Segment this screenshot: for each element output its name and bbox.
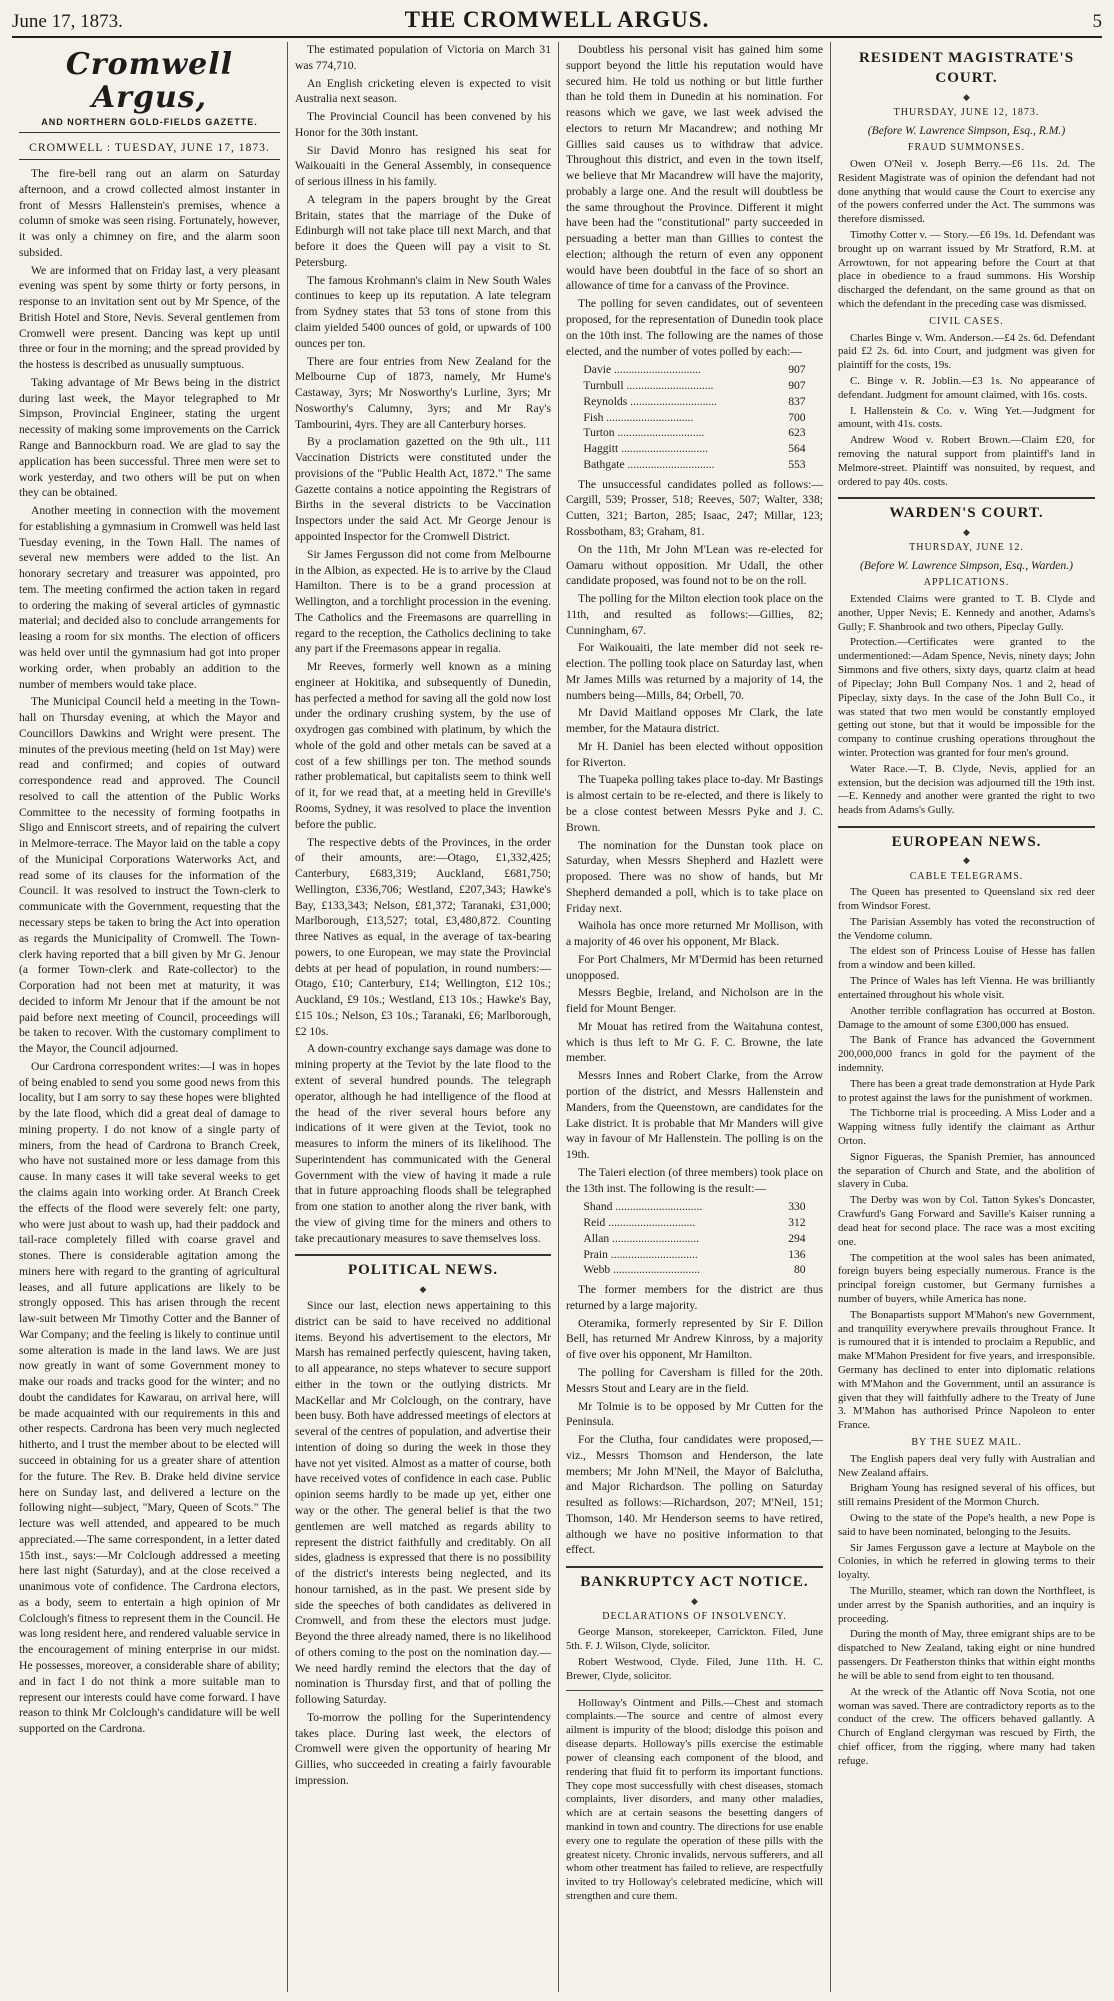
vote-count: 837 xyxy=(788,394,806,408)
masthead-dateline: CROMWELL : TUESDAY, JUNE 17, 1873. xyxy=(19,137,280,160)
bankruptcy-subheading: DECLARATIONS OF INSOLVENCY. xyxy=(602,1610,787,1622)
article-paragraph: The polling for the Milton election took place on the 11th, and resulted as follows:—Gillies, 82; Cunningham, 67. xyxy=(566,592,823,637)
vote-count: 312 xyxy=(788,1216,806,1230)
article-paragraph: Mr Mouat has retired from the Waitahuna contest, which is thus left to Mr G. F. C. Browne, the late member. xyxy=(566,1019,823,1065)
column-1 xyxy=(12,42,288,1992)
ornament-diamond: ◆ xyxy=(963,855,970,866)
poll-row xyxy=(581,1215,807,1231)
article-paragraph: An English cricketing eleven is expected to visit Australia next season. xyxy=(295,76,551,106)
page-header xyxy=(12,7,1102,38)
vote-count: 136 xyxy=(788,1247,806,1261)
wardens-court-date: THURSDAY, JUNE 12. xyxy=(909,542,1024,554)
candidate-name: Prain .............................. xyxy=(583,1247,698,1261)
vote-count: 80 xyxy=(793,1263,806,1277)
taieri-poll-table xyxy=(581,1199,807,1278)
wardens-court-heading: WARDEN'S COURT. xyxy=(838,497,1095,523)
candidate-name: Turton .............................. xyxy=(583,426,705,440)
court-paragraph: Extended Claims were granted to T. B. Clyde and another, Upper Nevis; E. Kennedy and another, Adams's Gully; F. Shanbrook and two others, Pipeclay Gully. xyxy=(838,593,1095,633)
news-paragraph: The eldest son of Princess Louise of Hesse has fallen from a window and been killed. xyxy=(838,945,1095,972)
news-paragraph: The Queen has presented to Queensland six red deer from Windsor Forest. xyxy=(838,886,1095,913)
notice-paragraph: Robert Westwood, Clyde. Filed, June 11th. H. C. Brewer, Clyde, solicitor. xyxy=(566,1656,823,1682)
vote-count: 553 xyxy=(788,457,806,471)
court-paragraph: C. Binge v. R. Joblin.—£3 1s. No appearance of defendant. Judgment for amount claimed, with 16s. costs. xyxy=(838,374,1095,401)
european-news-sub: CABLE TELEGRAMS. xyxy=(909,870,1024,882)
poll-row xyxy=(581,441,807,457)
article-paragraph: For Waikouaiti, the late member did not seek re-election. The polling took place on Saturday last, when Mr James Mills was returned by a majority of 14, the numbers being—Mills, 84; Orbell, 70. xyxy=(566,641,823,702)
news-paragraph: Another terrible conflagration has occurred at Boston. Damage to the amount of some £300,000 has ensued. xyxy=(838,1004,1095,1031)
article-paragraph: Mr Tolmie is to be opposed by Mr Cutten for the Peninsula. xyxy=(566,1399,823,1429)
header-date: June 17, 1873. xyxy=(12,11,123,32)
article-paragraph: Another meeting in connection with the movement for establishing a gymnasium in Cromwell was held last Tuesday evening, in the Town Hall. The names of several new members were added to the list. An honorary secretary and treasurer was appointed, pro tem. The meeting confirmed the action taken in regard to ordering the making of several articles of gymnastic material; and decided also to conclude arrangements for leasing a room for six months. The election of officers was held over until the gymnasium had got into proper working order, when probably an addition to the number of members would take place. xyxy=(19,504,280,691)
ornament-diamond: ◆ xyxy=(963,91,970,102)
article-paragraph: The fire-bell rang out an alarm on Saturday afternoon, and a crowd collected almost instanter in front of Messrs Hallenstein's premises, whence a column of smoke was seen rising. Fortunately, however, it was only a chimney on fire, and the alarm soon subsided. xyxy=(19,167,280,259)
vote-count: 564 xyxy=(788,442,806,456)
rm-court-sub1: FRAUD SUMMONSES. xyxy=(907,142,1026,154)
court-paragraph: Water Race.—T. B. Clyde, Nevis, applied for an extension, but the decision was adjourned till the 19th inst.—E. Kennedy and another were granted the right to two heads from Adams's Gully. xyxy=(838,762,1095,817)
poll-row xyxy=(581,1199,807,1215)
header-title: THE CROMWELL ARGUS. xyxy=(404,7,710,32)
article-paragraph: To-morrow the polling for the Superintendency takes place. During last week, the electors of Cromwell were given the opportunity of hearing Mr Gillies, who succeeded in creating a fairly favourable impression. xyxy=(295,1710,551,1788)
news-paragraph: The Derby was won by Col. Tatton Sykes's Doncaster, Crawfurd's Gang Forward and Saville's Kaiser running a dead heat for second place. The race was a most exciting one. xyxy=(838,1194,1095,1248)
candidate-name: Reynolds .............................. xyxy=(583,394,718,408)
poll-row xyxy=(581,394,807,410)
article-paragraph: Sir James Fergusson did not come from Melbourne in the Albion, as expected. He is to arrive by the Claud Hamilton. There is to be a grand procession at Wellington, and a torchlight procession in the evening. The Catholics and the Freemasons are quarrelling in regard to the reception, the Catholics declining to take any part if the Freemasons appear in regalia. xyxy=(295,547,551,656)
rm-court-before: (Before W. Lawrence Simpson, Esq., R.M.) xyxy=(867,123,1066,137)
article-paragraph: For the Clutha, four candidates were proposed,—viz., Messrs Thomson and Henderson, the late members; Mr John M'Neil, the Mayor of Balclutha, and Major Richardson. The polling on Saturday resulted as follows:—Richardson, 207; M'Neil, 151; Thomson, 140. Mr Henderson seems to have retired, although we have no positive information to that effect. xyxy=(566,1433,823,1557)
candidate-name: Allan .............................. xyxy=(583,1231,700,1245)
divider xyxy=(566,1690,823,1691)
news-paragraph: There has been a great trade demonstration at Hyde Park to protest against the laws for the punishment of workmen. xyxy=(838,1077,1095,1104)
european-news-heading: EUROPEAN NEWS. xyxy=(838,826,1095,852)
vote-count: 700 xyxy=(788,410,806,424)
news-paragraph: Brigham Young has resigned several of his offices, but still remains President of the Mormon Church. xyxy=(838,1482,1095,1509)
candidate-name: Turnbull .............................. xyxy=(583,379,714,393)
news-paragraph: The Bank of France has advanced the Government 200,000,000 francs in gold for the payment of the indemnity. xyxy=(838,1034,1095,1074)
vote-count: 294 xyxy=(788,1231,806,1245)
article-paragraph: Messrs Innes and Robert Clarke, from the Arrow portion of the district, and Messrs Hallenstein and Manders, from the Queenstown, are candidates for the Lake district. It is probable that Mr Manders will give way in favour of Mr Hallenstein. The polling is on the 19th. xyxy=(566,1069,823,1162)
poll-row xyxy=(581,425,807,441)
column-3 xyxy=(559,42,831,1992)
article-paragraph: There are four entries from New Zealand for the Melbourne Cup of 1873, namely, Mr Hume's Castaway, 3yrs; Mr Nosworthy's Lurline, 3yrs; Mr Nosworthy's Calumny, 3yrs; and Mr Ray's Tambourini, 4yrs. They are all Canterbury horses. xyxy=(295,354,551,431)
masthead-subtitle: AND NORTHERN GOLD-FIELDS GAZETTE. xyxy=(41,117,258,127)
article-paragraph: The respective debts of the Provinces, in the order of their amounts, are:—Otago, £1,332,425; Canterbury, £683,319; Auckland, £681,750; Wellington, £336,706; Westland, £207,343; Hawke's Bay, £133,343; Nelson, £81,372; Taranaki, £31,000; Marlborough, £13,527; total, £3,480,872. Counting three Natives as equal, in the average of tax-bearing powers, to one European, we may state the Provincial debts at per head of population, in round numbers:—Otago, £10; Canterbury, £14; Wellington, £12 10s.; Auckland, £9 10s.; Westland, £13 10s.; Hawke's Bay, £15 10s.; Nelson, £3 10s.; Taranaki, £6; Marlborough, £2 10s. xyxy=(295,835,551,1038)
political-news-heading: POLITICAL NEWS. xyxy=(295,1254,551,1280)
candidate-name: Shand .............................. xyxy=(583,1200,703,1214)
european-news-sub2: BY THE SUEZ MAIL. xyxy=(911,1437,1022,1449)
candidate-name: Bathgate .............................. xyxy=(583,457,715,471)
article-paragraph: The former members for the district are thus returned by a large majority. xyxy=(566,1283,823,1312)
poll-row xyxy=(581,457,807,473)
court-paragraph: Andrew Wood v. Robert Brown.—Claim £20, for removing the natural support from plaintiff's land in Melmore-street. Plaintiff was nonsuited, by request, and ordered to pay 40s. costs. xyxy=(838,434,1095,488)
article-paragraph: The famous Krohmann's claim in New South Wales continues to keep up its reputation. A late telegram from Sydney states that 53 tons of stone from this claim yielded 5400 ounces of gold, or upwards of 100 ounces per ton. xyxy=(295,273,551,350)
vote-count: 907 xyxy=(788,379,806,393)
news-paragraph: The English papers deal very fully with Australian and New Zealand affairs. xyxy=(838,1452,1095,1479)
masthead-title: Cromwell Argus, xyxy=(65,47,234,115)
news-paragraph: Signor Figueras, the Spanish Premier, has announced the separation of Church and State, and the abolition of slavery in Cuba. xyxy=(838,1150,1095,1191)
article-paragraph: Mr Reeves, formerly well known as a mining engineer at Hokitika, and subsequently of Dunedin, has perfected a method for saving all the gold now lost under the ordinary crushing system, by the use of oxydrogen gas combined with platinum, by which the whole of the gold and other metals can be saved at a cost of a few shillings per ton. The method sounds rather problematical, but capitalists seem to think well of it, for we read that, at a meeting held in Greville's Rooms, Sydney, it was resolved to place the invention before the public. xyxy=(295,660,551,831)
news-paragraph: During the month of May, three emigrant ships are to be dispatched to New Zealand, taking eight or nine hundred passengers. Dr Featherston thinks that within eight months he will be able to send from eight to ten thousand. xyxy=(838,1628,1095,1682)
holloway-advertisement: Holloway's Ointment and Pills.—Chest and stomach complaints.—The source and centre of almost every ailment is impurity of the blood; dislodge this poison and disease departs. Holloway's pills exercise the estimable power of cleansing each component of the blood, and rendering that fluid fit to perform its important functions. They cope most successfully with chest diseases, stomach complaints, liver disorders, and many other maladies, which are at certain seasons the besetting dangers of mankind in town and country. The directions for use enable every one to regulate the operation of these pills with the greatest nicety. Chronic invalids, nervous sufferers, and all whom other treatment has failed to relieve, are respectfully invited to try Holloway's celebrated medicine, which will strengthen and cure them. xyxy=(566,1696,823,1903)
candidate-name: Reid .............................. xyxy=(583,1216,696,1230)
poll-row xyxy=(581,1262,807,1278)
poll-row xyxy=(581,378,807,394)
dunedin-poll-table xyxy=(581,362,807,472)
news-paragraph: The Parisian Assembly has voted the reconstruction of the Vendome column. xyxy=(838,915,1095,942)
vote-count: 623 xyxy=(788,426,806,440)
ornament-diamond: ◆ xyxy=(691,1595,698,1606)
columns xyxy=(12,42,1102,1992)
poll-row xyxy=(581,1231,807,1247)
article-paragraph: The polling for Caversham is filled for the 20th. Messrs Stout and Leary are in the field. xyxy=(566,1366,823,1395)
article-paragraph: Doubtless his personal visit has gained him some support beyond the little his reputation would have secured him. He told us nothing or but little further than he told them in Dunedin at his nomination. For reasons which we gave, we last week advised the electors to return Mr Macandrew; and nothing Mr Gillies said causes us to withdraw that advice. Throughout this district, and even in the town itself, we believe that Mr Macandrew will have the majority, probably a large one. And the result will doubtless be the same throughout the Province. Different it might have been had the "constitutional" party succeeded in persuading a better man than Gillies to contest the election; although the return of even any opponent would have been doubtful in the face of so short an allowance of time for a canvass of the Province. xyxy=(566,43,823,293)
ornament-diamond: ◆ xyxy=(419,1283,427,1294)
article-paragraph: On the 11th, Mr John M'Lean was re-elected for Oamaru without opposition. Mr Udall, the other candidate proposed, was found not to be on the roll. xyxy=(566,542,823,588)
candidate-name: Fish .............................. xyxy=(583,410,694,424)
rm-court-sub2: CIVIL CASES. xyxy=(929,315,1004,327)
news-paragraph: Sir James Fergusson gave a lecture at Maybole on the Colonies, in which he referred in glowing terms to their loyalty. xyxy=(838,1541,1095,1582)
article-paragraph: Since our last, election news appertaining to this district can be said to have received no additional items. Beyond his advertisement to the electors, Mr Marsh has remained perfectly quiescent, having taken, to all appearance, no steps whatever to secure support either in the town or the outlying districts. Mr MacKellar and Mr Colclough, on the contrary, have been busy. Both have addressed meetings of electors at several of the centres of population, and advertise their intention of doing so during the week in those they have not yet visited. Almost as a matter of course, both have received votes of confidence in each case. Public opinion seems hardly to be made up yet, either one way or the other. The general belief is that the two gentlemen are well matched as regards ability to represent the district faithfully and creditably. On all sides, gladness is expressed that there is no possibility of the district's interests being neglected, and its honour tarnished, as in the past. We present side by side the speeches of both candidates as delivered in Cromwell, and from these the electors must judge. Beyond the three already named, there is no likelihood of others coming to the post on the nomination day.—We need hardly remind the electors that the day of nomination is Thursday first, and that of polling the following Saturday. xyxy=(295,1299,551,1707)
column-2 xyxy=(288,42,559,1992)
article-paragraph: Waihola has once more returned Mr Mollison, with a majority of 46 over his opponent, Mr Black. xyxy=(566,919,823,949)
column-4 xyxy=(831,42,1102,1992)
vote-count: 907 xyxy=(788,363,806,377)
news-paragraph: At the wreck of the Atlantic off Nova Scotia, not one woman was saved. There are contradictory reports as to the conduct of the crew. The officers behaved gallantly. A Church of England clergyman was rescued by Firth, the chief officer, from the rigging, where many had taken refuge. xyxy=(838,1685,1095,1767)
article-paragraph: We are informed that on Friday last, a very pleasant evening was spent by some thirty or forty persons, in response to an invitation sent out by Mr Spence, of the British Hotel and Store, Nevis. Several gentlemen from Cromwell were present. Dancing was kept up until three or four in the morning; and the spread provided by the hostess is described as unusually sumptuous. xyxy=(19,263,280,372)
news-paragraph: The Tichborne trial is proceeding. A Miss Loder and a Wapping witness fully identify the claimant as Arthur Orton. xyxy=(838,1107,1095,1148)
article-paragraph: Mr H. Daniel has been elected without opposition for Riverton. xyxy=(566,739,823,769)
article-paragraph: The Taieri election (of three members) took place on the 13th inst. The following is the result:— xyxy=(566,1165,823,1195)
news-paragraph: The Prince of Wales has left Vienna. He was brilliantly entertained throughout his whole visit. xyxy=(838,975,1095,1001)
poll-row xyxy=(581,410,807,426)
notice-paragraph: George Manson, storekeeper, Carrickton. Filed, June 5th. F. J. Wilson, Clyde, solicitor. xyxy=(566,1626,823,1653)
article-paragraph: The nomination for the Dunstan took place on Saturday, when Messrs Shepherd and Hazlett were proposed. There was no show of hands, but Mr Shepherd demanded a poll, which is to take place on Friday next. xyxy=(566,838,823,915)
article-paragraph: The polling for seven candidates, out of seventeen proposed, for the representation of Dunedin took place on the 10th inst. The following are the names of those elected, and the number of votes polled by each:— xyxy=(566,297,823,358)
article-paragraph: Mr David Maitland opposes Mr Clark, the late member, for the Mataura district. xyxy=(566,706,823,736)
court-paragraph: Timothy Cotter v. — Story.—£6 19s. 1d. Defendant was brought up on warrant issued by Mr Stratford, R.M. at Arrowtown, for not appearing before the Court at that place in obedience to a fraud summons. His Worship discharged the defendant, on the same ground as that on which the defendant in the preceding case was dismissed. xyxy=(838,229,1095,311)
bankruptcy-heading: BANKRUPTCY ACT NOTICE. xyxy=(566,1566,823,1592)
article-paragraph: Oteramika, formerly represented by Sir F. Dillon Bell, has returned Mr Andrew Kinross, by a majority of five over his opponent, Mr Hamilton. xyxy=(566,1316,823,1362)
court-paragraph: Owen O'Neil v. Joseph Berry.—£6 11s. 2d. The Resident Magistrate was of opinion the defendant had not done anything that would cause the Court to exercise any of the powers conferred under the Act. The summons was therefore dismissed. xyxy=(838,157,1095,226)
vote-count: 330 xyxy=(788,1200,806,1214)
poll-row xyxy=(581,362,807,378)
article-paragraph: The Provincial Council has been convened by his Honor for the 30th instant. xyxy=(295,110,551,139)
article-paragraph: Our Cardrona correspondent writes:—I was in hopes of being enabled to send you some good news from this locality, but I am sorry to say these hopes were blighted by the late flood, which did a great deal of damage to mining property. I do not know of a single party of miners, from the head of Cardrona to Branch Creek, who have not sustained more or less damage from this cause. In many cases it will take several weeks to get the claims again into working order. At Branch Creek the effects of the flood were severely felt: one party, who were just about to wash up, had their paddock and tail-race completely filled with coarse gravel and stones. There is considerable agitation among the miners here with regard to the granting of agricultural leases, and all future applications are likely to be strongly opposed. This has arisen through the recent law-suit between Mr Timothy Cotter and the Banner of War Company; and the feeling is likely to continue until some alteration is made in the land laws. We are just now greatly in want of some Government money to make our roads and tracks good for the winter; and no doubt the candidates for Kawarau, on arrival here, will be made acquainted with our requirements in this and other respects. Cardrona has been very much neglected hitherto, and I trust the member about to be elected will succeed in obtaining for us a greater share of attention for the future. The Rev. B. Drake held divine service here on Sunday last, and delivered a lecture on the following night—subject, "Mary, Queen of Scots." The lecture was well attended, and appeared to be much appreciated.—The same correspondent, in a letter dated 15th inst., says:—Mr Colclough addressed a meeting here last night (Saturday), and at the close received a unanimous vote of confidence. The Cardrona electors, as a body, seem to entertain a high opinion of Mr Colclough's fitness to represent them in the Council. He was long resident here, and rendered valuable service in the encouragement of mining enterprise in our midst. He possesses, moreover, a considerable share of ability; and in fact I do not think a more suitable man to represent our interests could have come forward. I have reason to think Mr Colclough's candidature will be well supported on the Cardrona. xyxy=(19,1059,280,1736)
news-paragraph: The Murillo, steamer, which ran down the Northfleet, is under arrest by the Spanish authorities, and an inquiry is proceeding. xyxy=(838,1585,1095,1625)
news-paragraph: The competition at the wool sales has been animated, foreign buyers being especially numerous. France is the principal foreign customer, but Germany furnishes a number of buyers, while America has none. xyxy=(838,1251,1095,1305)
ornament-diamond: ◆ xyxy=(963,526,970,537)
header-page-number: 5 xyxy=(1092,11,1102,32)
news-paragraph: Owing to the state of the Pope's health, a new Pope is said to have been nominated, belonging to the Jesuits. xyxy=(838,1511,1095,1538)
poll-row xyxy=(581,1247,807,1263)
rm-court-date: THURSDAY, JUNE 12, 1873. xyxy=(893,107,1040,119)
article-paragraph: Messrs Begbie, Ireland, and Nicholson are in the field for Mount Benger. xyxy=(566,986,823,1016)
article-paragraph: By a proclamation gazetted on the 9th ult., 111 Vaccination Districts were constituted under the provisions of the "Public Health Act, 1872." The same Gazette contains a notice appointing the Registrars of Births in the several districts to be Vaccination Inspectors under the said Act. Mr George Jenour is appointed Inspector for the Cromwell District. xyxy=(295,435,551,543)
rm-court-heading: RESIDENT MAGISTRATE'S COURT. xyxy=(858,50,1075,87)
candidate-name: Davie .............................. xyxy=(583,363,701,377)
candidate-name: Webb .............................. xyxy=(583,1263,701,1277)
wardens-court-before: (Before W. Lawrence Simpson, Esq., Warden.) xyxy=(860,558,1073,572)
court-paragraph: I. Hallenstein & Co. v. Wing Yet.—Judgment for amount, with 41s. costs. xyxy=(838,404,1095,431)
article-paragraph: The estimated population of Victoria on March 31 was 774,710. xyxy=(295,43,551,72)
candidate-name: Haggitt .............................. xyxy=(583,442,709,456)
article-paragraph: The unsuccessful candidates polled as follows:—Cargill, 539; Prosser, 518; Reeves, 507; Walter, 338; Cutten, 321; Barton, 285; Isaac, 247; Millar, 123; Rossbotham, 83; Graham, 81. xyxy=(566,477,823,538)
article-paragraph: The Tuapeka polling takes place to-day. Mr Bastings is almost certain to be re-elected, and there is likely to be a close contest between Messrs Pyke and J. C. Brown. xyxy=(566,773,823,834)
wardens-court-sub: APPLICATIONS. xyxy=(923,577,1010,589)
news-paragraph: The Bonapartists support M'Mahon's new Government, and tranquility everywhere prevails throughout France. It is rumoured that it is intended to proclaim a Republic, and make M'Mahon President for five years, and irresponsible. Germany has declined to enter into diplomatic relations with M'Mahon and the Government, until an assurance is given that they will faithfully adhere to the Treaty of June 3. M'Mahon has authorised Prince Napoleon to enter France. xyxy=(838,1308,1095,1432)
court-paragraph: Charles Binge v. Wm. Anderson.—£4 2s. 6d. Defendant paid £2 2s. 6d. into Court, and judgment was given for plaintiff for the costs, 19s. xyxy=(838,331,1095,372)
article-paragraph: Sir David Monro has resigned his seat for Waikouaiti in the General Assembly, in consequence of serious illness in his family. xyxy=(295,143,551,189)
article-paragraph: A telegram in the papers brought by the Great Britain, states that the marriage of the Duke of Edinburgh will not take place till next March, and that before it does the Queen will pay a visit to St. Petersburg. xyxy=(295,192,551,269)
article-paragraph: The Municipal Council held a meeting in the Town-hall on Thursday evening, at which the Mayor and Councillors Dawkins and Wright were present. The minutes of the previous meeting (held on 1st May) were read and confirmed; and copies of outward correspondence read and approved. The Council resolved to call the attention of the Public Works Committee to the necessity of forming footpaths in Sligo and Enniscort streets, and of repairing the culvert in Melmore-terrace. The Mayor laid on the table a copy of the Municipal Corporations Waterworks Act, and read some of its clauses for the information of the Council. It was resolved to instruct the Town-clerk to communicate with the Government, requesting that the necessary steps be taken to bring the Act into operation as regards the Municipality of Cromwell. The Town-clerk having reported that a bill given by Mr G. Jenour (a former Town-clerk and Rate-collector) to the Corporation had not been met at maturity, it was decided to inform Mr Jenour that if the amount be not paid before next meeting of Council, proceedings will be taken to recover. With the customary compliment to the Mayor, the Council adjourned. xyxy=(19,695,280,1056)
article-paragraph: Taking advantage of Mr Bews being in the district during last week, the Mayor telegraphed to Mr Simpson, Provincial Engineer, stating the urgent necessity of making some improvements on the Carrick Range and Bannockburn road. We are glad to say the application has been successful. Three men were set to work yesterday, and two others will be put on when they can be obtained. xyxy=(19,375,280,500)
masthead xyxy=(19,42,280,133)
article-paragraph: For Port Chalmers, Mr M'Dermid has been returned unopposed. xyxy=(566,952,823,982)
court-paragraph: Protection.—Certificates were granted to the undermentioned:—Adam Spence, Nevis, ninety days; John Simmons and five others, sixty days, quartz claim at head of Pipeclay; John Bull Company Nos. 1 and 2, head of Pipeclay, sixty days. In the case of the John Bull Co., it was stated that two men would be constantly employed getting out stone, but that it would be impossible for the company to continue crushing operations throughout the winter. Protection was granted for four men's ground. xyxy=(838,636,1095,759)
article-paragraph: A down-country exchange says damage was done to mining property at the Teviot by the late flood to the extent of several hundred pounds. The telegraph operator, although he had intelligence of the flood at the head of the river several hours before any indications of it were given at the Teviot, took no measures to inform the miners of its likelihood. The Superintendent has communicated with the General Government with the view of having it made a rule that in future approaching floods shall be telegraphed from one station to another along the river bank, with the view of giving time for the miners and others to take precautionary measures to save themselves loss. xyxy=(295,1042,551,1245)
